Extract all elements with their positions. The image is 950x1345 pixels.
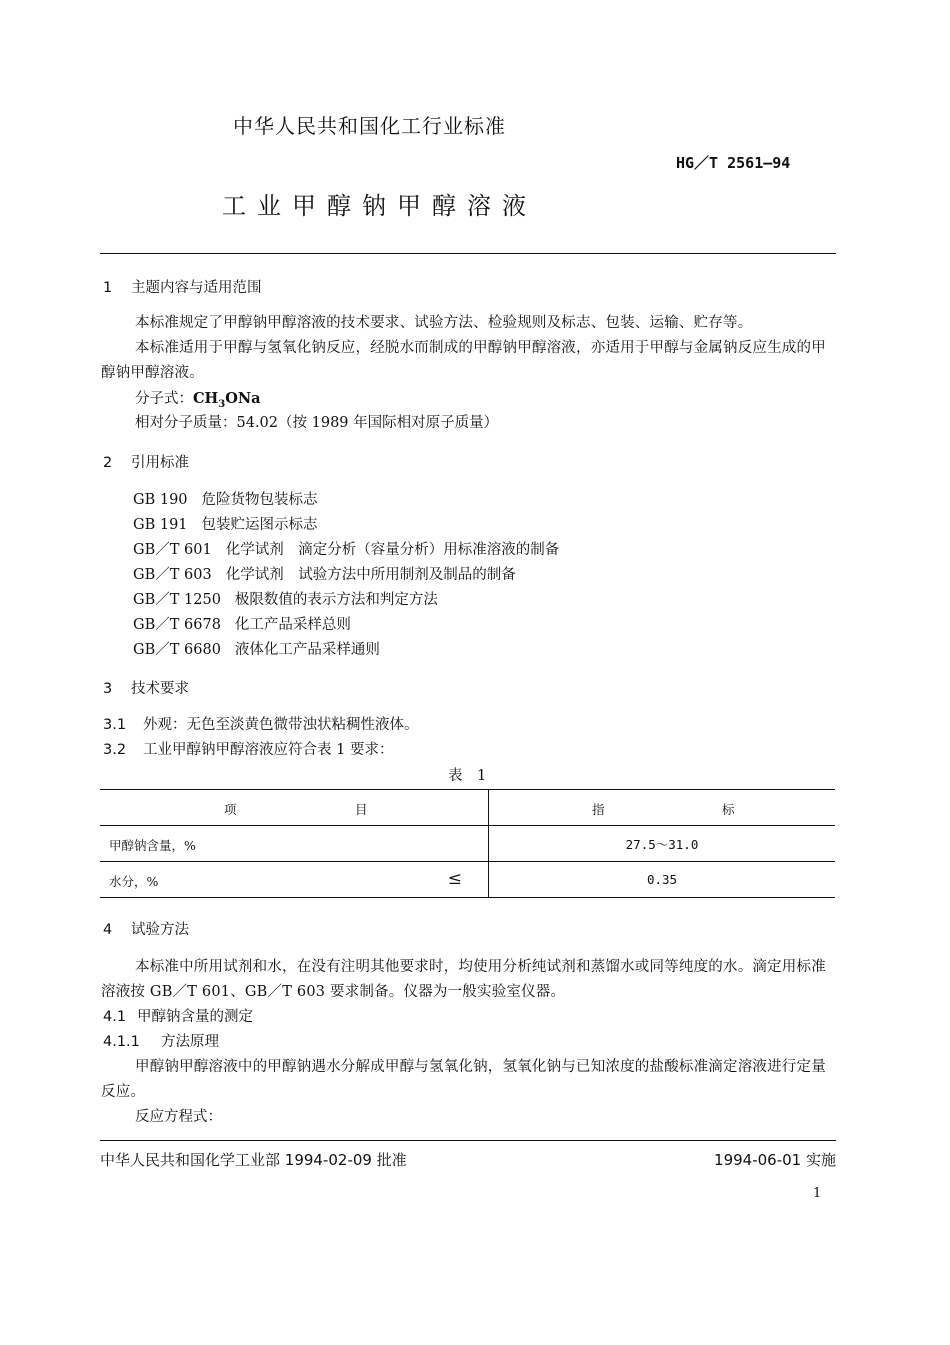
reference-code: GB／T 6680 [133,642,221,658]
reference-title: 液体化工产品采样通则 [234,642,380,658]
subsection-title: 方法原理 [161,1034,219,1050]
reference-code: GB／T 1250 [133,592,221,608]
implementation-line: 1994-06-01 实施 [714,1151,836,1169]
section-1-para-2: 本标准适用于甲醇与氢氧化钠反应，经脱水而制成的甲醇钠甲醇溶液，亦适用于甲醇与金属钠反应生成的甲醇钠甲醇溶液。 [101,340,826,381]
formula-value: $CH_3ONa$ [193,390,261,410]
mass-label: 相对分子质量： [135,415,237,431]
clause-number: 3.2 [103,742,127,758]
section-title: 引用标准 [131,455,189,471]
table-cell-value: 0.35 [646,872,678,887]
table-cell-item: 甲醇钠含量，% [100,826,489,862]
subsection-4-1-heading [103,1005,253,1026]
section-4-heading [103,918,189,939]
header-divider [100,253,836,254]
reference-code: GB／T 6678 [133,617,221,633]
document-title: 工业甲醇钠甲醇溶液 [222,192,537,220]
clause-3-1 [103,713,419,738]
subsection-number: 4.1.1 [103,1034,140,1050]
table-header-index: 指 标 [592,802,735,817]
reference-code: GB 190 [133,492,188,508]
section-1-heading [103,276,262,297]
table-row [100,826,835,862]
section-1-para-1: 本标准规定了甲醇钠甲醇溶液的技术要求、试验方法、检验规则及标志、包装、运输、贮存等。 [135,315,753,331]
spec-table-wrapper [100,789,835,898]
reference-item [133,613,351,634]
table-cell-value: 27.5～31.0 [625,836,699,852]
table-header-item: 项 目 [100,790,489,826]
reference-item [133,563,516,584]
section-2-heading [103,451,189,472]
reference-item [133,588,438,609]
subsection-number: 4.1 [103,1009,127,1025]
table-cell-item: 水分，% ≤ [100,862,489,898]
clause-number: 3.1 [103,717,127,733]
section-4-para-3: 反应方程式： [135,1109,222,1125]
reference-title: 化学试剂 试验方法中所用制剂及制品的制备 [225,567,516,583]
table-header-row [100,790,835,826]
molecular-mass [135,411,498,436]
formula-label: 分子式： [135,391,193,407]
section-title: 试验方法 [131,922,189,938]
reference-title: 极限数值的表示方法和判定方法 [234,592,438,608]
reference-code: GB／T 601 [133,542,212,558]
mass-value: 54.02 [236,415,279,431]
reference-title: 包装贮运图示标志 [201,517,318,533]
section-title: 主题内容与适用范围 [131,280,262,296]
section-number: 3 [103,681,113,697]
standard-code: HG／T 2561—94 [676,154,791,172]
mass-note: （按 1989 年国际相对原子质量） [278,415,499,431]
reference-title: 化工产品采样总则 [234,617,351,633]
table-row [100,862,835,898]
reference-code: GB 191 [133,517,188,533]
section-title: 技术要求 [131,681,189,697]
section-4-para-1: 本标准中所用试剂和水，在没有注明其他要求时，均使用分析纯试剂和蒸馏水或同等纯度的水。滴定用标准溶液按 GB／T 601、GB／T 603 要求制备。仪器为一般实验室仪器。 [101,959,826,1000]
section-3-heading [103,677,189,698]
subsection-4-1-1-heading [103,1030,219,1055]
clause-3-2 [103,738,393,763]
reference-item [133,513,318,534]
section-number: 1 [103,280,113,296]
reference-item [133,538,559,559]
reference-item [133,638,380,659]
clause-text: 工业甲醇钠甲醇溶液应符合表 1 要求： [143,742,394,758]
approval-line: 中华人民共和国化学工业部 1994-02-09 批准 [100,1151,407,1169]
section-number: 4 [103,922,113,938]
clause-text: 外观：无色至淡黄色微带浊状粘稠性液体。 [143,717,419,733]
issuing-organization: 中华人民共和国化工行业标准 [233,114,506,138]
page-number: 1 [813,1186,822,1201]
footer-divider [100,1140,836,1141]
subsection-title: 甲醇钠含量的测定 [137,1009,253,1025]
reference-code: GB／T 603 [133,567,212,583]
spec-table [100,789,835,898]
section-number: 2 [103,455,113,471]
reference-item [133,488,318,509]
table-caption: 表 1 [448,768,487,784]
reference-title: 化学试剂 滴定分析（容量分析）用标准溶液的制备 [225,542,560,558]
reference-title: 危险货物包装标志 [201,492,318,508]
section-4-para-2: 甲醇钠甲醇溶液中的甲醇钠遇水分解成甲醇与氢氧化钠，氢氧化钠与已知浓度的盐酸标准滴定溶液进行定量反应。 [101,1059,826,1100]
